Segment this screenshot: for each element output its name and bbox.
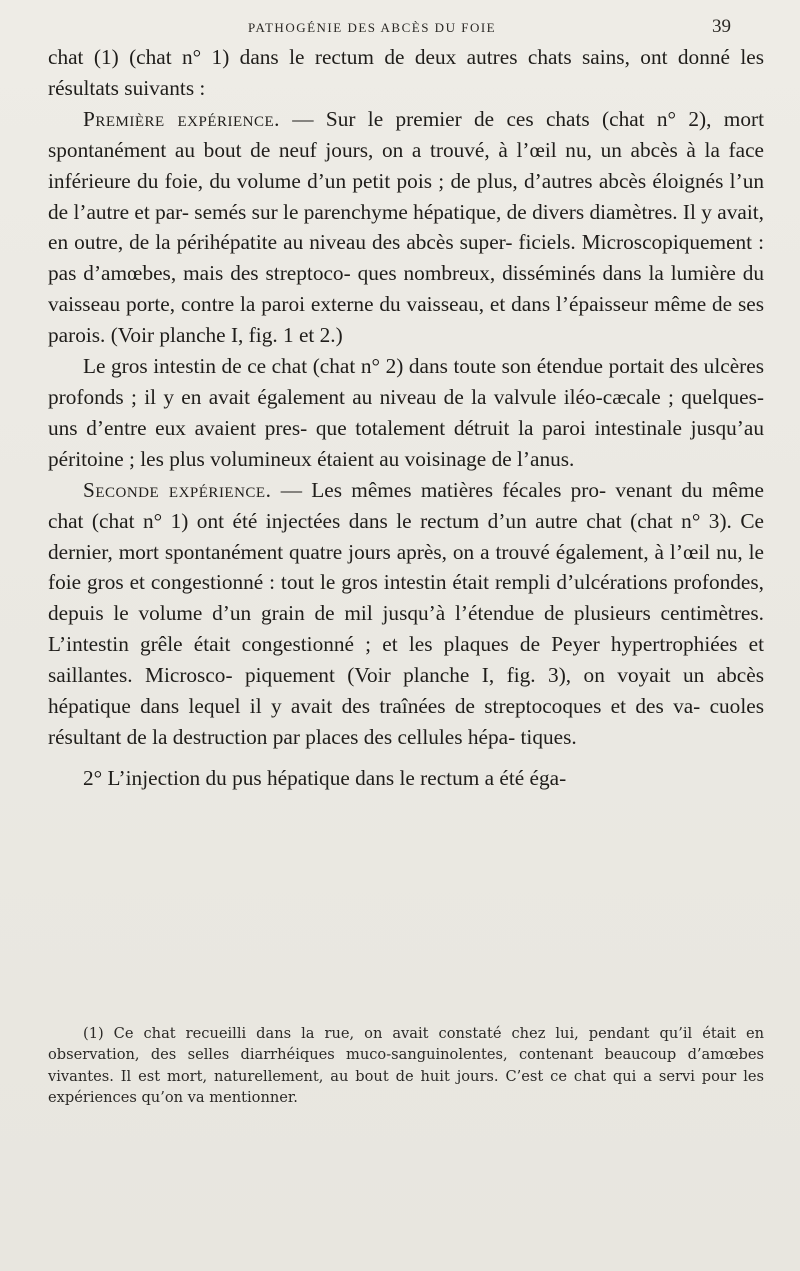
paragraph-second-experiment bbox=[48, 475, 764, 753]
footnote: (1) Ce chat recueilli dans la rue, on avait constaté chez lui, pendant qu’il était en observation, des selles diarrhéiques muco-sanguinolentes, contenant beaucoup d’amœbes vivantes. Il est mort, naturellement, au bout de huit jours. C’est ce chat qui a servi pour les expériences qu’on va mentionner. bbox=[48, 1025, 764, 1107]
paragraph-large-intestine bbox=[48, 351, 764, 475]
paragraph-continuation bbox=[48, 42, 764, 104]
paragraph-text: — Sur le premier de ces chats (chat n° 2), mort spontanément au bout de neuf jours, on a trouvé, à l’œil nu, un abcès à la face inférieure du foie, du volume d’un petit pois ; de plus, d’autres abcès éloignés l’un de l’autre et par- semés sur le parenchyme hépatique, de divers diamètres. Il y avait, en outre, de la périhépatite au niveau des abcès super- ficiels. Microscopiquement : pas d’amœbes, mais des streptoco- ques nombreux, disséminés dans la lumière du vaisseau porte, contre la paroi externe du vaisseau, et dans l’épaisseur même de ses parois. (Voir planche I, fig. 1 et 2.) bbox=[48, 106, 764, 348]
body-text bbox=[48, 42, 764, 794]
section-lead: Première expérience. bbox=[83, 106, 280, 131]
running-title: PATHOGÉNIE DES ABCÈS DU FOIE bbox=[248, 20, 497, 35]
section-lead: Seconde expérience. bbox=[83, 477, 272, 502]
footnote-block bbox=[48, 1023, 764, 1109]
paragraph-hepatic-pus bbox=[48, 763, 764, 794]
paragraph-text: Le gros intestin de ce chat (chat n° 2) dans toute son étendue portait des ulcères profonds ; il y en avait également au niveau de la valvule iléo-cæcale ; quelques-uns d’entre eux avaient pres- que totalement détruit la paroi intestinale jusqu’au péritoine ; les plus volumineux étaient au voisinage de l’anus. bbox=[48, 354, 764, 471]
paragraph-text: chat (1) (chat n° 1) dans le rectum de deux autres chats sains, ont donné les résultats suivants : bbox=[48, 45, 764, 100]
page-number: 39 bbox=[712, 16, 731, 37]
paragraph-text: — Les mêmes matières fécales pro- venant du même chat (chat n° 1) ont été injectées dans le rectum d’un autre chat (chat n° 3). Ce dernier, mort spontanément quatre jours après, on a trouvé également, à l’œil nu, le foie gros et congestionné : tout le gros intestin était rempli d’ulcérations profondes, depuis le volume d’un grain de mil jusqu’à l’étendue de plusieurs centimètres. L’intestin grêle était congestionné ; et les plaques de Peyer hypertrophiées et saillantes. Microsco- piquement (Voir planche I, fig. 3), on voyait un abcès hépatique dans lequel il y avait des traînées de streptocoques et des va- cuoles résultant de la destruction par places des cellules hépa- tiques. bbox=[48, 477, 765, 749]
paragraph-first-experiment bbox=[48, 104, 764, 351]
paragraph-text: 2° L’injection du pus hépatique dans le rectum a été éga- bbox=[83, 765, 567, 790]
